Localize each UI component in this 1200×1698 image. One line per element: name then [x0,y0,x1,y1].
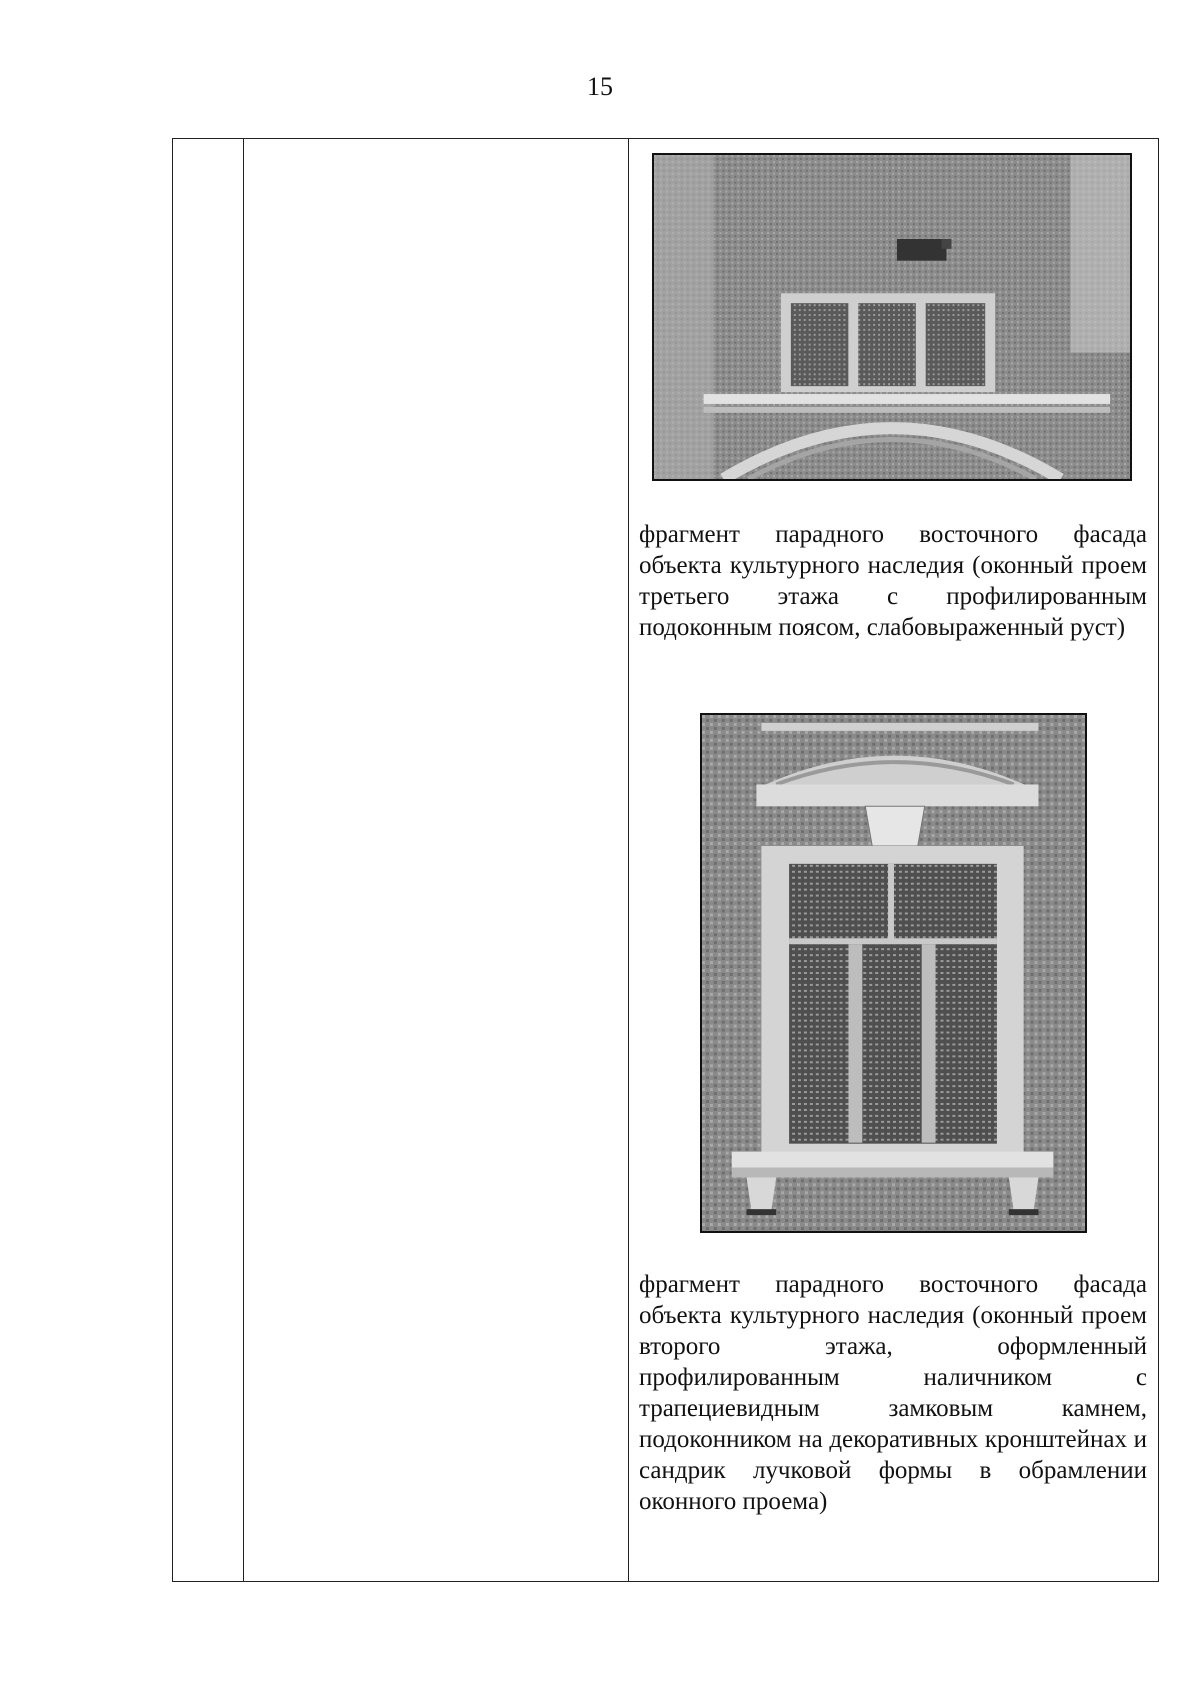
photo-caption-1: фрагмент парадного восточного фасада объекта культурного наследия (оконный проем третьего этажа с профилированным подоконным поясом, слабовыраженный руст) [639,521,1147,641]
column-divider-1 [243,139,244,1581]
column-divider-2 [628,139,629,1581]
facade-window-second-floor-photo [700,713,1087,1233]
photo-caption-2: фрагмент парадного восточного фасада объекта культурного наследия (оконный проем второго этажа, оформленный профилированным наличником с трапециевидным замковым камнем, подоконником на декоративных кронштейнах и сандрик лучковой формы в обрамлении оконного проема) [639,1271,1147,1515]
page-number: 15 [587,72,613,101]
facade-window-third-floor-photo [652,153,1132,481]
description-table [172,138,1159,1582]
